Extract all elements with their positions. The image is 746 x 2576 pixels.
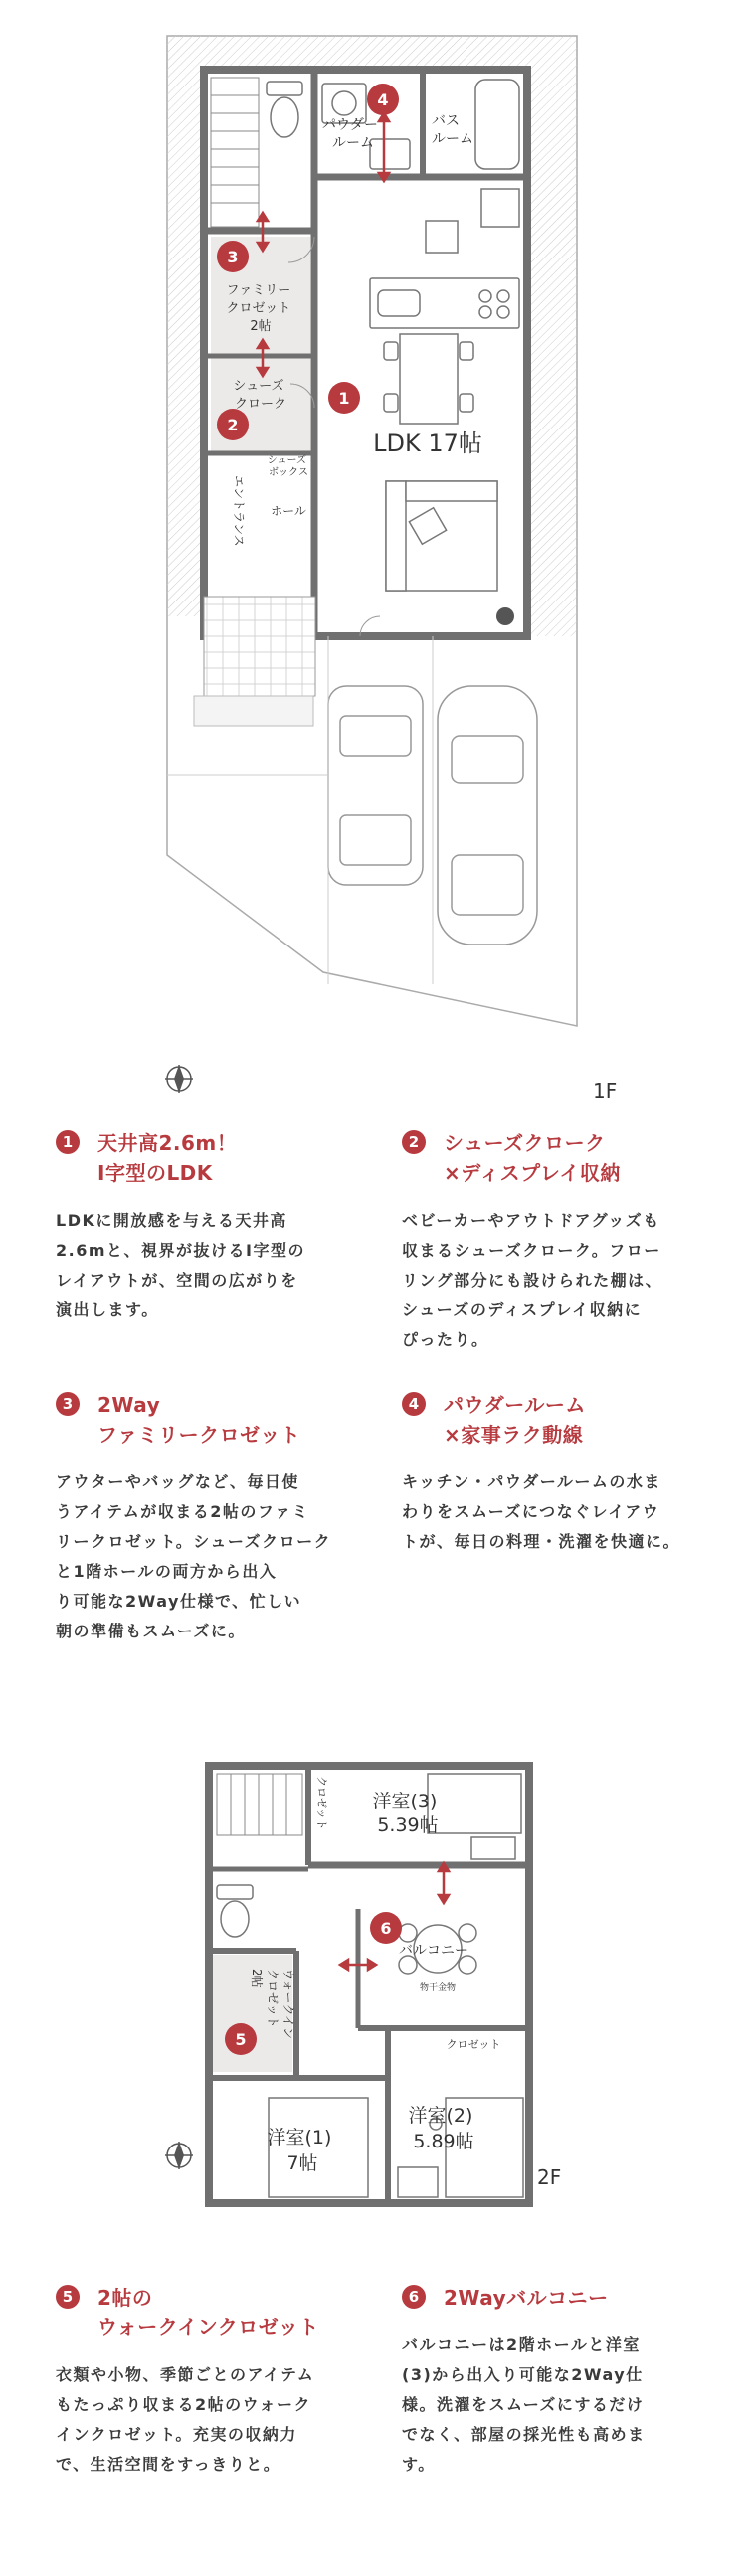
svg-text:ウォークイン: ウォークイン (281, 1969, 295, 2039)
feature-6 (402, 2283, 710, 2480)
room-shoes-box: シューズ ボックス (267, 455, 308, 478)
svg-text:2帖: 2帖 (250, 1969, 264, 1988)
room-hall: ホール (271, 504, 306, 518)
feature-num: 5 (56, 2285, 80, 2309)
svg-text:4: 4 (377, 90, 389, 109)
feature-1 (56, 1128, 364, 1325)
feature-5 (56, 2283, 364, 2480)
feature-title: 2Way ファミリークロゼット (97, 1393, 301, 1447)
svg-text:2: 2 (227, 416, 239, 434)
feature-body: LDKに開放感を与える天井高 2.6mと、視界が抜けるI字型の レイアウトが、空間の広がりを 演出します。 (56, 1211, 305, 1319)
room-balcony: バルコニー (399, 1943, 468, 1959)
feature-body: バルコニーは2階ホールと洋室 (3)から出入り可能な2Way仕 様。洗濯をスムーズにするだけ でなく、部屋の採光性も高めま す。 (402, 2335, 646, 2474)
feature-num: 1 (56, 1130, 80, 1154)
feature-3 (56, 1390, 364, 1646)
feature-num: 3 (56, 1392, 80, 1416)
feature-body: ベビーカーやアウトドアグッズも 収まるシューズクローク。フロー リング部分にも設けられた棚は、 シューズのディスプレイ収納に ぴったり。 (402, 1211, 663, 1349)
floor-plan-1f (0, 0, 746, 1114)
svg-text:3: 3 (227, 248, 239, 266)
floor-plan-2f (0, 1730, 746, 2287)
svg-text:1: 1 (338, 389, 350, 408)
room-western2: 洋室(2) 5.89帖 (408, 2105, 474, 2152)
feature-title: 2Wayバルコニー (444, 2286, 609, 2310)
feature-4 (402, 1390, 710, 1557)
room-shoes-cloak: シューズ クローク (233, 379, 287, 412)
room-bath: バス ルーム (432, 113, 473, 147)
room-closet-top: クロゼット (315, 1776, 328, 1830)
room-western1: 洋室(1) 7帖 (267, 2127, 332, 2174)
feature-body: 衣類や小物、季節ごとのアイテム もたっぷり収まる2帖のウォーク インクロゼット。充実の収納力 で、生活空間をすっきりと。 (56, 2365, 315, 2474)
room-entrance: エントランス (232, 475, 246, 547)
badge-4 (367, 84, 399, 115)
feature-num: 4 (402, 1392, 426, 1416)
badge-5 (225, 2023, 257, 2055)
feature-body: キッチン・パウダールームの水ま わりをスムーズにつなぐレイアウ トが、毎日の料理・洗濯を快適に。 (402, 1472, 681, 1551)
svg-text:クロゼット: クロゼット (266, 1969, 280, 2028)
svg-text:6: 6 (380, 1919, 392, 1938)
feature-num: 2 (402, 1130, 426, 1154)
floor-label-2f: 2F (537, 2165, 562, 2189)
room-hanger: 物干金物 (419, 1983, 457, 1993)
room-powder: パウダー ルーム (322, 117, 378, 151)
feature-title: 天井高2.6m！ I字型のLDK (97, 1131, 238, 1185)
feature-body: アウターやバッグなど、毎日使 うアイテムが収まる2帖のファミ リークロゼット。シューズクローク と1階ホールの両方から出入 り可能な2Way仕様で、忙しい 朝の準備もスムーズに。 (56, 1472, 332, 1640)
compass-icon-1f (165, 1065, 193, 1093)
badge-2 (217, 409, 249, 440)
badge-6 (370, 1912, 402, 1944)
badge-3 (217, 241, 249, 272)
room-western3: 洋室(3) 5.39帖 (372, 1791, 439, 1836)
room-ldk: LDK 17帖 (373, 429, 482, 457)
room-family-closet: ファミリー クロゼット 2帖 (226, 283, 291, 334)
feature-2 (402, 1128, 710, 1355)
badge-1 (328, 382, 360, 414)
floor-label-1f: 1F (593, 1079, 618, 1103)
feature-title: 2帖の ウォークインクロゼット (97, 2286, 319, 2339)
compass-icon-2f (165, 2142, 193, 2169)
svg-text:5: 5 (235, 2030, 247, 2049)
feature-num: 6 (402, 2285, 426, 2309)
feature-title: パウダールーム ×家事ラク動線 (444, 1393, 586, 1447)
room-closet-right: クロゼット (446, 2038, 501, 2051)
feature-title: シューズクローク ×ディスプレイ収納 (444, 1131, 621, 1185)
